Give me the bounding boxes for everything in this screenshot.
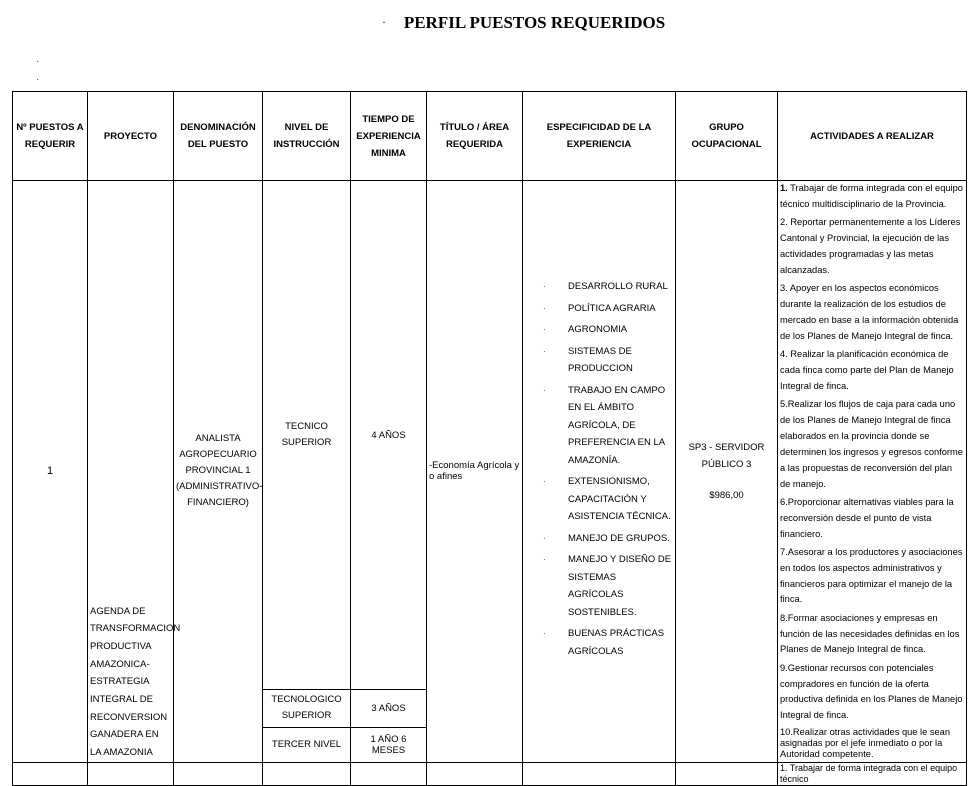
actividad-text: 3. Apoyer en los aspectos económicos durante la realización de los estudios de mercado en base a la información obtenida de los Planes de Manejo Integral de finca. [780, 283, 959, 341]
cell-actividades [778, 181, 967, 763]
actividad-text: 8.Formar asociaciones y empresas en función de las necesidades definidas en los Planes de Manejo Integral de finca. [780, 612, 960, 655]
col-header-num: Nº PUESTOS A REQUERIR [13, 92, 88, 181]
col-header-grupo: GRUPO OCUPACIONAL [676, 92, 778, 181]
cell-tiempo: 3 AÑOS [351, 690, 427, 727]
cell-num: 1 [13, 181, 88, 763]
actividades-list [780, 181, 964, 760]
bullet-icon: · [543, 555, 546, 565]
actividad-item [780, 181, 964, 213]
actividad-item [780, 545, 964, 609]
actividad-text: 6.Proporcionar alternativas viables para la reconversión desde el punto de vista financiero. [780, 496, 954, 539]
actividad-text: 4. Realizar la planificación económica de cada finca como parte del Plan de Manejo Integral de finca. [780, 348, 954, 391]
especificidad-item [525, 473, 673, 526]
actividad-text: Trabajar de forma integrada con el equipo técnico multidisciplinario de la Provincia. [780, 183, 963, 209]
especificidad-item [525, 530, 673, 548]
bullet-icon: · [543, 303, 546, 313]
bullet-icon: · [543, 385, 546, 395]
especificidad-item [525, 321, 673, 339]
actividad-text: 10.Realizar otras actividades que le sean asignadas por el jefe inmediato o por la Autoridad competente. [780, 726, 951, 759]
stray-bullet: · [36, 56, 40, 67]
especificidad-item [525, 343, 673, 378]
cell-titulo: -Economía Agrícola y o afines [427, 181, 523, 763]
especificidad-item [525, 551, 673, 621]
actividad-item [780, 347, 964, 395]
especificidad-text: MANEJO DE GRUPOS. [568, 532, 670, 544]
actividad-text: 5.Realizar los flujos de caja para cada uno de los Planes de Manejo Integral de finca elaborados en la provincia donde se determinen los ingresos y egresos conforme a las propuestas de reconversión del plan de manejo. [780, 398, 963, 489]
cell-nivel: TECNOLOGICO SUPERIOR [263, 690, 351, 727]
table-row-next [13, 762, 967, 785]
bullet-icon: · [543, 629, 546, 639]
cell-denominacion: ANALISTA AGROPECUARIO PROVINCIAL 1 (ADMINISTRATIVO-FINANCIERO) [174, 181, 263, 763]
title-text: PERFIL PUESTOS REQUERIDOS [403, 13, 666, 32]
bullet-icon: · [543, 346, 546, 356]
actividad-text: 7.Asesorar a los productores y asociaciones en todos los aspectos administrativos y financieros para optimizar el manejo de la finca. [780, 546, 963, 605]
col-header-tiempo: TIEMPO DE EXPERIENCIA MINIMA [351, 92, 427, 181]
actividad-text: 9.Gestionar recursos con potenciales compradores en función de la oferta productiva definida en los Planes de Manejo Integral de finca. [780, 662, 963, 721]
cell-nivel: TECNICO SUPERIOR [263, 181, 351, 690]
salary-value: $986,00 [709, 489, 744, 501]
requirements-table [12, 91, 967, 786]
especificidad-text: BUENAS PRÁCTICAS AGRÍCOLAS [568, 628, 665, 657]
cell-nivel: TERCER NIVEL [263, 727, 351, 762]
actividad-item [780, 281, 964, 345]
actividad-item [780, 495, 964, 543]
especificidad-item [525, 382, 673, 470]
bullet-icon: · [543, 477, 546, 487]
table-row [13, 181, 967, 690]
cell-grupo [676, 181, 778, 763]
actividad-item [780, 611, 964, 659]
col-header-titulo: TÍTULO / ÁREA REQUERIDA [427, 92, 523, 181]
especificidad-item [525, 625, 673, 660]
especificidad-text: AGRONOMIA [568, 324, 628, 336]
cell-tiempo: 1 AÑO 6 MESES [351, 727, 427, 762]
col-header-actividades: ACTIVIDADES A REALIZAR [778, 92, 967, 181]
stray-bullet: · [36, 74, 40, 85]
actividad-item [780, 215, 964, 279]
especificidad-list [525, 278, 673, 660]
page-title [0, 13, 971, 33]
cell-tiempo: 4 AÑOS [351, 181, 427, 690]
col-header-denominacion: DENOMINACIÓN DEL PUESTO [174, 92, 263, 181]
grupo-name: SP3 - SERVIDOR PÚBLICO 3 [688, 441, 765, 470]
cell-actividades-next: 1. Trabajar de forma integrada con el equipo técnico [778, 762, 967, 785]
especificidad-text: SISTEMAS DE PRODUCCION [568, 345, 633, 375]
cell-especificidad [523, 181, 676, 763]
bullet-icon: · [543, 282, 546, 292]
actividad-item [780, 661, 964, 725]
actividad-item [780, 727, 964, 760]
header-row [13, 92, 967, 181]
col-header-proyecto: PROYECTO [88, 92, 174, 181]
title-dot: · [382, 15, 386, 29]
cell-proyecto: AGENDA DE TRANSFORMACION PRODUCTIVA AMAZONICA-ESTRATEGIA INTEGRAL DE RECONVERSION GANADERA EN LA AMAZONIA [88, 181, 174, 763]
especificidad-item [525, 300, 673, 318]
especificidad-text: TRABAJO EN CAMPO EN EL ÁMBITO AGRÍCOLA, DE PREFERENCIA EN LA AMAZONÍA. [568, 384, 666, 466]
actividad-number: 1. [780, 183, 788, 193]
especificidad-text: POLÍTICA AGRARIA [568, 302, 656, 314]
actividad-text: 2. Reportar permanentemente a los Líderes Cantonal y Provincial, la ejecución de las actividades programadas y las metas alcanzadas. [780, 217, 961, 275]
especificidad-text: EXTENSIONISMO, CAPACITACIÓN Y ASISTENCIA TÉCNICA. [568, 476, 671, 523]
bullet-icon: · [543, 533, 546, 543]
especificidad-text: MANEJO Y DISEÑO DE SISTEMAS AGRÍCOLAS SOSTENIBLES. [568, 554, 672, 618]
actividad-item [780, 397, 964, 492]
especificidad-text: DESARROLLO RURAL [568, 281, 668, 293]
col-header-especificidad: ESPECIFICIDAD DE LA EXPERIENCIA [523, 92, 676, 181]
col-header-nivel: NIVEL DE INSTRUCCIÓN [263, 92, 351, 181]
bullet-icon: · [543, 325, 546, 335]
especificidad-item [525, 278, 673, 296]
